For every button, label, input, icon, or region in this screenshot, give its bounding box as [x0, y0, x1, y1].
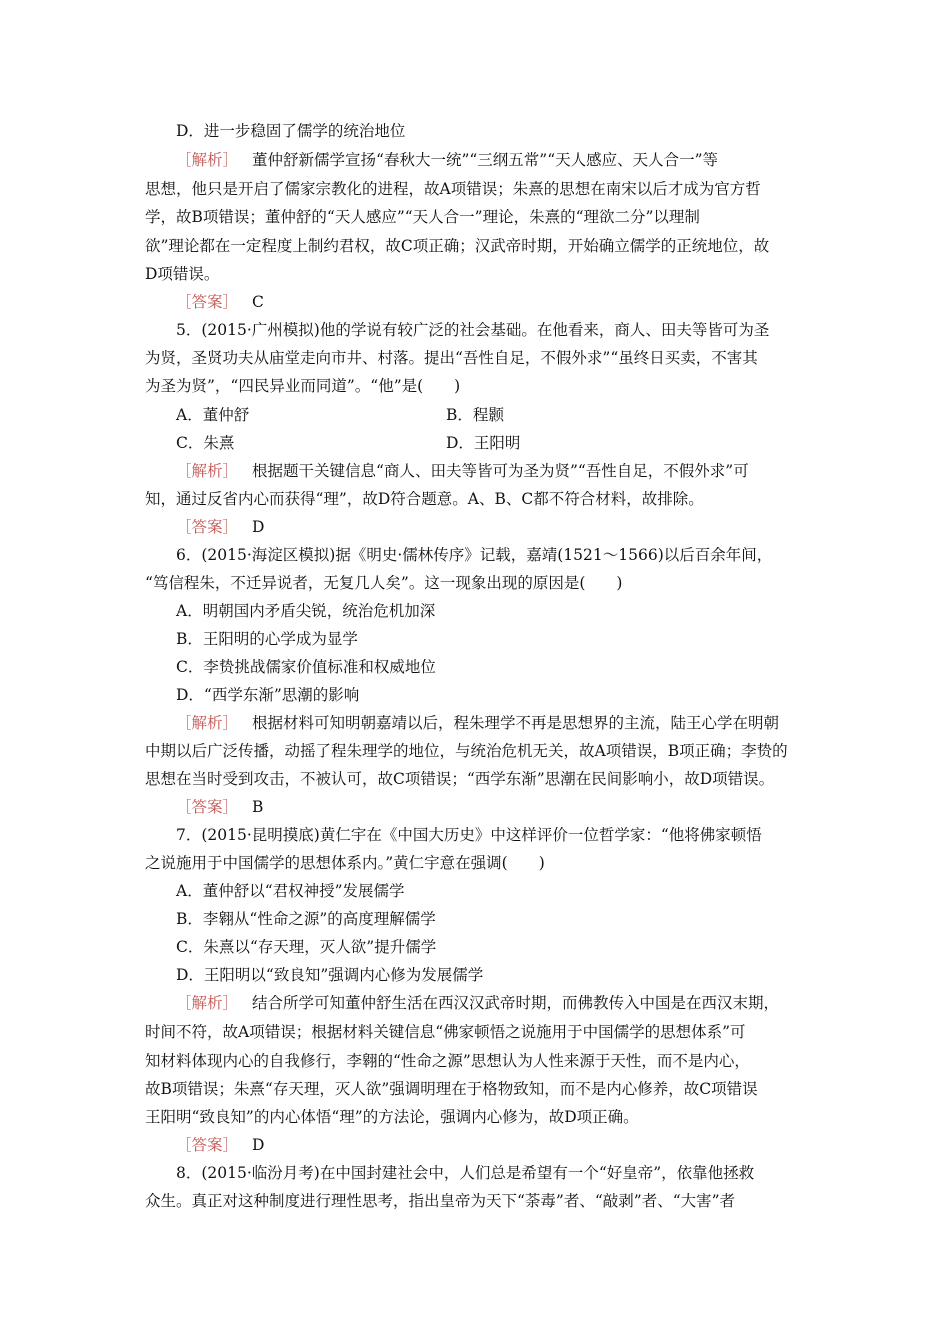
q7-option: D．王阳明以“致良知”强调内心修为发展儒学 [176, 966, 484, 984]
q7-stem-line: 之说施用于中国儒学的思想体系内。”黄仁宇意在强调( ) [145, 854, 545, 872]
analysis-label: ［解析］ [176, 714, 239, 732]
q7-analysis-line [176, 989, 810, 1017]
analysis-label: ［解析］ [176, 994, 239, 1012]
q6-analysis-line: 中期以后广泛传播，动摇了程朱理学的地位，与统治危机无关，故A项错误，B项正确；李贽的 [145, 742, 788, 760]
q7-analysis-text: 结合所学可知董仲舒生活在西汉汉武帝时期，而佛教传入中国是在西汉末期， [252, 994, 780, 1012]
q5-options-row [176, 429, 810, 457]
q6-answer-line [176, 793, 810, 821]
q5-option-d: D．王阳明 [446, 434, 521, 452]
q4-analysis-line: D项错误。 [145, 265, 220, 283]
answer-label: ［答案］ [176, 1136, 239, 1154]
q6-option: D．“西学东渐”思潮的影响 [176, 686, 360, 704]
q4-answer: C [252, 293, 264, 311]
q4-analysis-line: 学，故B项错误；董仲舒的“天人感应”“天人合一”理论，朱熹的“理欲二分”以理制 [145, 208, 700, 226]
q4-answer-line [176, 288, 810, 316]
analysis-label: ［解析］ [176, 151, 239, 169]
q4-analysis-line [176, 146, 810, 174]
q7-answer-line [176, 1131, 810, 1159]
q6-analysis-text: 根据材料可知明朝嘉靖以后，程朱理学不再是思想界的主流，陆王心学在明朝 [252, 714, 780, 732]
q7-option: C．朱熹以“存天理，灭人欲”提升儒学 [176, 938, 437, 956]
q4-option-d: D．进一步稳固了儒学的统治地位 [176, 122, 406, 140]
q5-option-b: B．程颢 [446, 406, 504, 424]
q6-option: B．王阳明的心学成为显学 [176, 630, 358, 648]
q7-analysis-line: 王阳明“致良知”的内心体悟“理”的方法论，强调内心修为，故D项正确。 [145, 1108, 639, 1126]
q7-answer: D [252, 1136, 265, 1154]
q7-analysis-line: 故B项错误；朱熹“存天理，灭人欲”强调明理在于格物致知，而不是内心修养，故C项错误 [145, 1080, 758, 1098]
q5-analysis-line: 知，通过反省内心而获得“理”，故D符合题意。A、B、C都不符合材料，故排除。 [145, 490, 704, 508]
q5-stem-line: 为贤，圣贤功夫从庙堂走向市井、村落。提出“吾性自足，不假外求”“虽终日买卖，不害其 [145, 349, 758, 367]
q6-analysis-line [176, 709, 810, 737]
q7-option: B．李翱从“性命之源”的高度理解儒学 [176, 910, 436, 928]
q6-stem-line: “笃信程朱，不迁异说者，无复几人矣”。这一现象出现的原因是( ) [145, 574, 623, 592]
q6-stem-line: 6．(2015·海淀区模拟)据《明史·儒林传序》记载，嘉靖(1521～1566)以后百余年间， [176, 546, 773, 564]
answer-label: ［答案］ [176, 798, 239, 816]
q4-analysis-text: 董仲舒新儒学宣扬“春秋大一统”“三纲五常”“天人感应、天人合一”等 [252, 151, 719, 169]
answer-label: ［答案］ [176, 293, 239, 311]
q6-option: C．李贽挑战儒家价值标准和权威地位 [176, 658, 436, 676]
analysis-label: ［解析］ [176, 462, 239, 480]
q5-stem-line: 5．(2015·广州模拟)他的学说有较广泛的社会基础。在他看来，商人、田夫等皆可为圣 [176, 321, 770, 339]
q5-option-a: A．董仲舒 [176, 406, 250, 424]
q5-analysis-line [176, 457, 810, 485]
q4-analysis-line: 思想，他只是开启了儒家宗教化的进程，故A项错误；朱熹的思想在南宋以后才成为官方哲 [145, 180, 761, 198]
q7-analysis-line: 时间不符，故A项错误；根据材料关键信息“佛家顿悟之说施用于中国儒学的思想体系”可 [145, 1023, 746, 1041]
q5-answer: D [252, 518, 265, 536]
q5-option-c: C．朱熹 [176, 434, 235, 452]
q6-option: A．明朝国内矛盾尖锐，统治危机加深 [176, 602, 436, 620]
q4-analysis-line: 欲”理论都在一定程度上制约君权，故C项正确；汉武帝时期，开始确立儒学的正统地位，故 [145, 237, 770, 255]
q7-option: A．董仲舒以“君权神授”发展儒学 [176, 882, 405, 900]
q8-stem-line: 众生。真正对这种制度进行理性思考，指出皇帝为天下“荼毒”者、“敲剥”者、“大害”者 [145, 1192, 736, 1210]
q8-stem-line: 8．(2015·临汾月考)在中国封建社会中，人们总是希望有一个“好皇帝”，依靠他拯救 [176, 1164, 755, 1182]
answer-label: ［答案］ [176, 518, 239, 536]
q5-stem-line: 为圣为贤”，“四民异业而同道”。“他”是( ) [145, 377, 461, 395]
q5-options-row [176, 401, 810, 429]
q7-stem-line: 7．(2015·昆明摸底)黄仁宇在《中国大历史》中这样评价一位哲学家：“他将佛家顿悟 [176, 826, 762, 844]
q5-analysis-text: 根据题干关键信息“商人、田夫等皆可为圣为贤”“吾性自足，不假外求”可 [252, 462, 749, 480]
q5-answer-line [176, 513, 810, 541]
q6-answer: B [252, 798, 264, 816]
q7-analysis-line: 知材料体现内心的自我修行，李翱的“性命之源”思想认为人性来源于天性，而不是内心， [145, 1052, 750, 1070]
q6-analysis-line: 思想在当时受到攻击，不被认可，故C项错误；“西学东渐”思潮在民间影响小，故D项错误。 [145, 770, 775, 788]
